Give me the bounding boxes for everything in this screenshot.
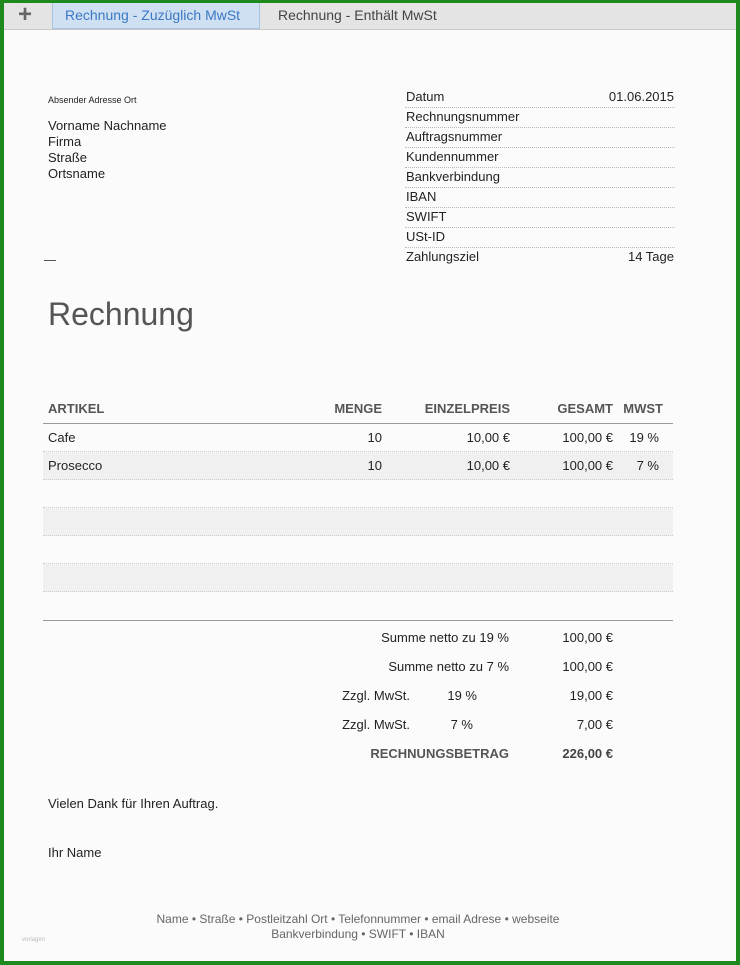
recipient-company: Firma xyxy=(48,134,82,149)
cell-gesamt: 100,00 € xyxy=(562,430,613,445)
cell-artikel: Cafe xyxy=(48,430,76,445)
cell-einzelpreis: 10,00 € xyxy=(466,458,510,473)
summary-label: Zzgl. MwSt. xyxy=(342,717,410,732)
total-value: 226,00 € xyxy=(562,746,613,761)
table-row-empty xyxy=(43,564,673,592)
meta-label: Kundennummer xyxy=(406,149,499,164)
summary-net-19 xyxy=(43,623,673,652)
recipient-address xyxy=(48,118,167,182)
table-row-empty xyxy=(43,536,673,564)
meta-row-kundennummer xyxy=(405,148,675,168)
header-menge: MENGE xyxy=(334,401,382,416)
fold-mark xyxy=(44,260,56,261)
header-einzelpreis: EINZELPREIS xyxy=(424,401,510,416)
header-artikel: ARTIKEL xyxy=(48,401,105,416)
header-gesamt: GESAMT xyxy=(557,401,613,416)
meta-row-ust-id xyxy=(405,228,675,248)
recipient-name: Vorname Nachname xyxy=(48,118,167,133)
table-row-empty xyxy=(43,480,673,508)
summary-label: Summe netto zu 19 % xyxy=(381,630,509,645)
tab-zuzueglich-mwst[interactable]: Rechnung - Zuzüglich MwSt xyxy=(52,3,260,29)
meta-row-swift xyxy=(405,208,675,228)
summary-label: Summe netto zu 7 % xyxy=(388,659,509,674)
header-mwst: MWST xyxy=(623,401,663,416)
meta-label: IBAN xyxy=(406,189,437,204)
thanks-text: Vielen Dank für Ihren Auftrag. xyxy=(48,796,219,811)
meta-label: Bankverbindung xyxy=(406,169,500,184)
meta-label: Zahlungsziel xyxy=(406,249,479,264)
meta-row-rechnungsnummer xyxy=(405,108,675,128)
watermark: vorlagen xyxy=(22,937,46,943)
cell-mwst: 7 % xyxy=(636,458,659,473)
items-table xyxy=(43,397,673,621)
tab-bar xyxy=(4,3,736,30)
table-row xyxy=(43,424,673,452)
summary-percent: 19 % xyxy=(447,688,477,703)
cell-menge: 10 xyxy=(367,458,382,473)
meta-label: Auftragsnummer xyxy=(406,129,503,144)
table-row-empty xyxy=(43,508,673,536)
table-row xyxy=(43,452,673,480)
tab-enthaelt-mwst[interactable]: Rechnung - Enthält MwSt xyxy=(278,7,437,23)
meta-row-bankverbindung xyxy=(405,168,675,188)
summary-net-7 xyxy=(43,652,673,681)
page-title: Rechnung xyxy=(48,296,194,332)
footer-line-2: Bankverbindung • SWIFT • IBAN xyxy=(271,927,445,941)
meta-row-iban xyxy=(405,188,675,208)
total-label: RECHNUNGSBETRAG xyxy=(370,746,509,761)
recipient-street: Straße xyxy=(48,150,88,165)
cell-menge: 10 xyxy=(367,430,382,445)
summary-percent: 7 % xyxy=(450,717,473,732)
meta-row-zahlungsziel xyxy=(405,248,675,268)
footer-line-1: Name • Straße • Postleitzahl Ort • Telefonnummer • email Adrese • webseite xyxy=(156,912,560,926)
summary-value: 100,00 € xyxy=(562,659,613,674)
meta-label: Datum xyxy=(406,89,445,104)
meta-value: 01.06.2015 xyxy=(608,89,674,104)
cell-einzelpreis: 10,00 € xyxy=(466,430,510,445)
summary-vat-19 xyxy=(43,681,673,710)
signature-name: Ihr Name xyxy=(48,845,102,860)
meta-label: Rechnungsnummer xyxy=(406,109,520,124)
items-table-header xyxy=(43,397,673,424)
recipient-city: Ortsname xyxy=(48,166,106,181)
cell-mwst: 19 % xyxy=(629,430,659,445)
summary-value: 19,00 € xyxy=(569,688,613,703)
footer xyxy=(4,912,712,942)
document-frame xyxy=(4,3,736,961)
meta-label: USt-ID xyxy=(406,229,445,244)
cell-artikel: Prosecco xyxy=(48,458,103,473)
meta-row-datum xyxy=(405,88,675,108)
meta-row-auftragsnummer xyxy=(405,128,675,148)
add-sheet-button[interactable]: + xyxy=(17,1,32,28)
invoice-meta-table xyxy=(405,88,675,268)
sender-address-line: Absender Adresse Ort xyxy=(48,95,137,105)
summary-value: 7,00 € xyxy=(576,717,613,732)
cell-gesamt: 100,00 € xyxy=(562,458,613,473)
summary-vat-7 xyxy=(43,710,673,739)
meta-label: SWIFT xyxy=(406,209,447,224)
summary-value: 100,00 € xyxy=(562,630,613,645)
meta-value: 14 Tage xyxy=(627,249,674,264)
summary-label: Zzgl. MwSt. xyxy=(342,688,410,703)
table-bottom-rule xyxy=(43,620,673,621)
summary-total xyxy=(43,739,673,768)
summary-block xyxy=(43,623,673,768)
